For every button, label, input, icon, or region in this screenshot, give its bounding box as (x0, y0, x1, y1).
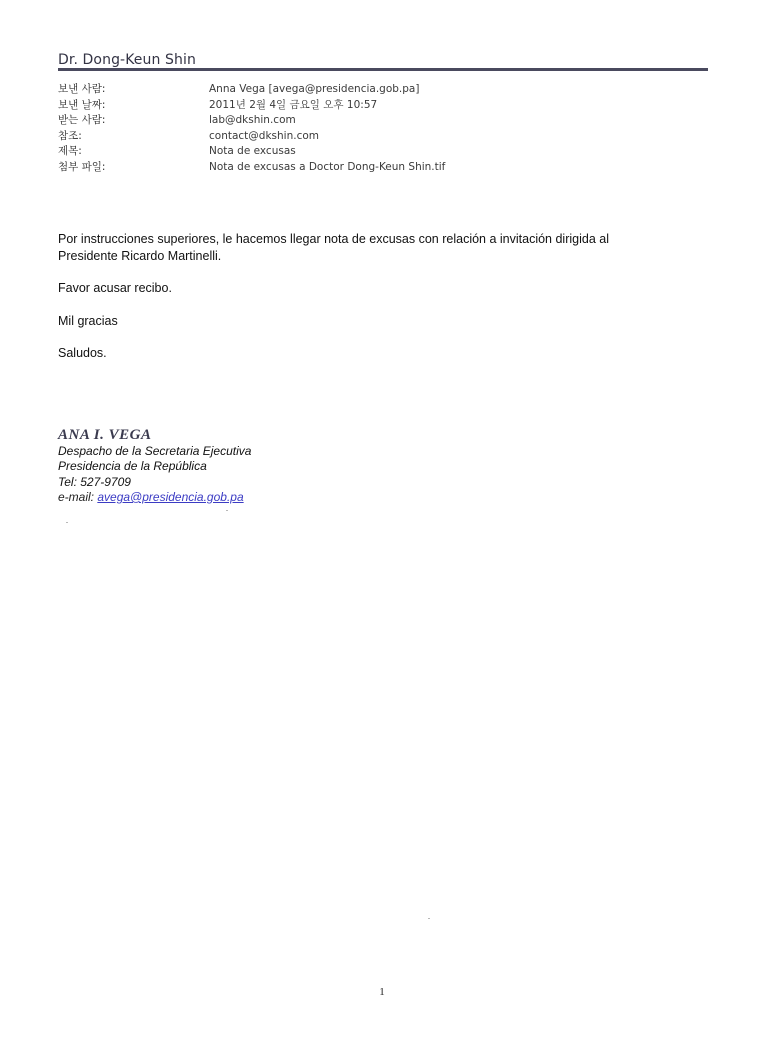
meta-value-from: Anna Vega [avega@presidencia.gob.pa] (209, 83, 420, 95)
body-paragraph-thanks: Mil gracias (58, 314, 118, 328)
signature-email-row (58, 490, 458, 505)
meta-value-attachment: Nota de excusas a Doctor Dong-Keun Shin.tif (209, 160, 446, 173)
recipient-name-heading: Dr. Dong-Keun Shin (58, 52, 196, 68)
meta-row-attachment (58, 160, 658, 176)
header-divider (58, 68, 708, 71)
body-paragraph-request-line-2: Presidente Ricardo Martinelli. (58, 248, 222, 263)
email-metadata (58, 82, 658, 175)
body-paragraph-acknowledge: Favor acusar recibo. (58, 281, 172, 295)
meta-label-date: 보낸 날짜: (58, 98, 106, 111)
page-number: 1 (379, 986, 385, 998)
signature-email-link[interactable]: avega@presidencia.gob.pa (97, 489, 244, 504)
email-signature (58, 426, 458, 505)
meta-label-attachment: 첨부 파일: (58, 160, 106, 173)
signature-office: Presidencia de la República (58, 459, 207, 474)
meta-value-date: 2011년 2월 4일 금요일 오후 10:57 (209, 98, 378, 111)
meta-row-subject (58, 144, 658, 160)
signature-email-label: e-mail: (58, 489, 98, 504)
meta-label-from: 보낸 사람: (58, 83, 106, 95)
body-paragraph-request (58, 231, 698, 264)
scan-speck (226, 510, 228, 511)
body-paragraph-closing: Saludos. (58, 346, 107, 360)
meta-row-cc (58, 129, 658, 145)
signature-department: Despacho de la Secretaria Ejecutiva (58, 444, 252, 458)
meta-row-from (58, 82, 658, 98)
meta-label-cc: 참조: (58, 129, 82, 142)
signature-name: ANA I. VEGA (58, 427, 152, 443)
meta-row-to (58, 113, 658, 129)
scan-speck (66, 522, 68, 523)
scan-speck (428, 918, 430, 919)
body-paragraph-request-line-1: Por instrucciones superiores, le hacemos llegar nota de excusas con relación a invitación dirigida al (58, 232, 609, 246)
meta-value-subject: Nota de excusas (209, 145, 296, 157)
meta-row-date (58, 98, 658, 114)
meta-value-to: lab@dkshin.com (209, 114, 296, 126)
meta-label-subject: 제목: (58, 145, 82, 157)
signature-phone: Tel: 527-9709 (58, 474, 131, 489)
meta-label-to: 받는 사람: (58, 114, 106, 126)
meta-value-cc: contact@dkshin.com (209, 129, 319, 142)
